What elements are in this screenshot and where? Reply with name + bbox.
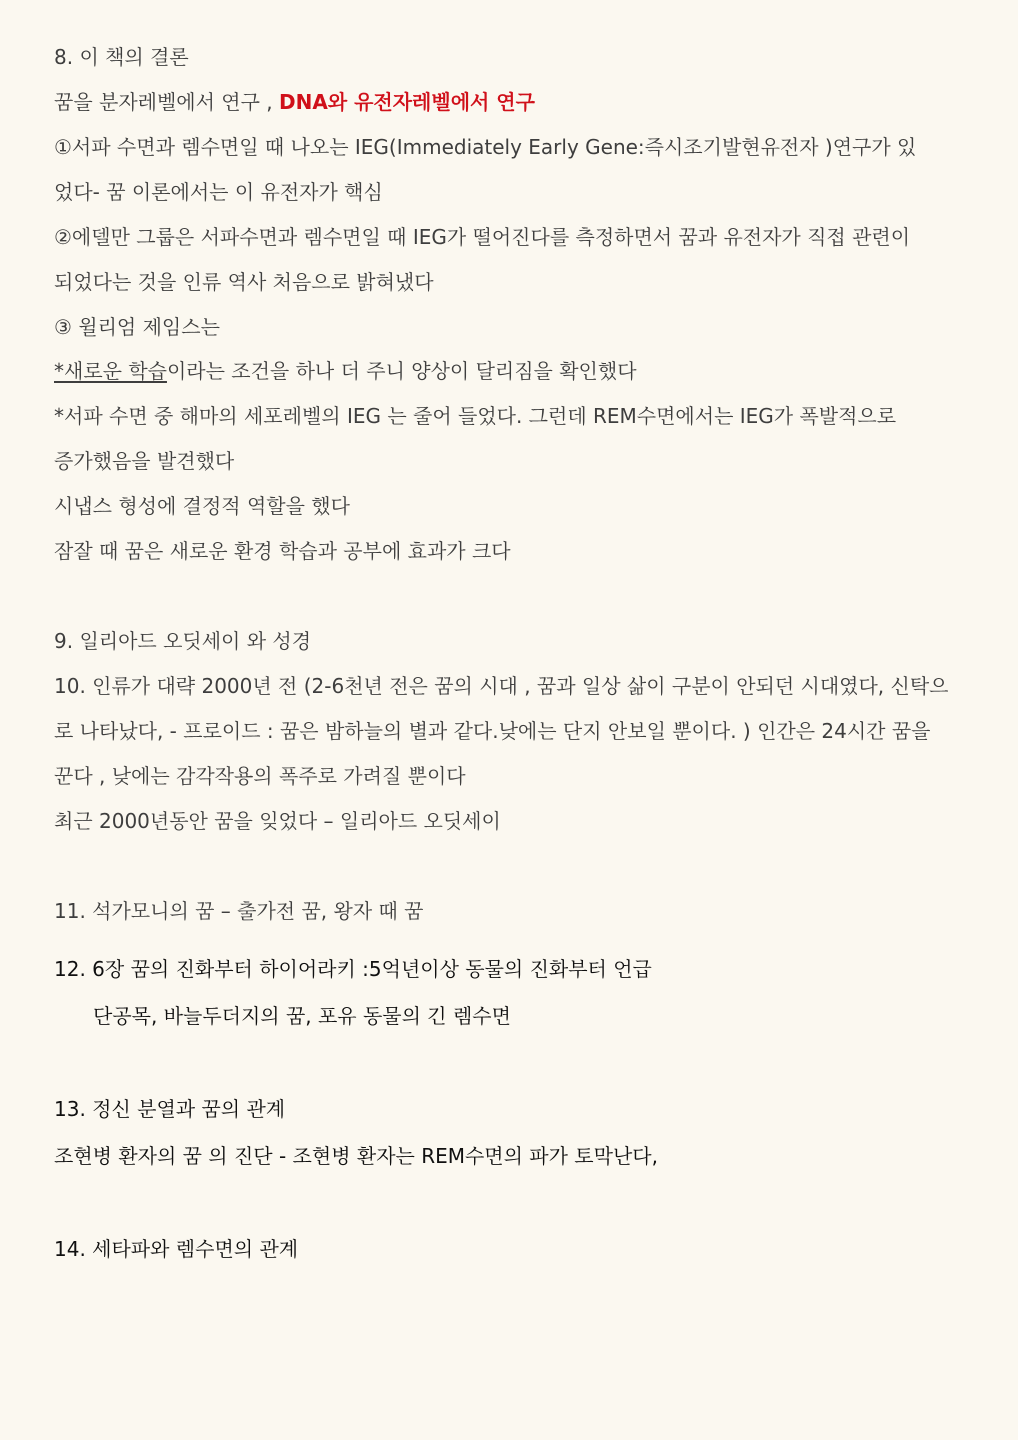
section-10-line-2: 로 나타났다, - 프로이드 : 꿈은 밤하늘의 별과 같다.낮에는 단지 안보일 뿐이다. ) 인간은 24시간 꿈을 [54, 719, 931, 743]
section-8-line-1-plain: 꿈을 분자레벨에서 연구 , [54, 90, 279, 114]
section-8-line-1 [54, 88, 535, 116]
section-10-line-3: 꾼다 , 낮에는 감각작용의 폭주로 가려질 뿐이다 [54, 764, 466, 788]
section-12-line-1: 12. 6장 꿈의 진화부터 하이어라키 :5억년이상 동물의 진화부터 언급 [54, 957, 652, 981]
section-8-line-1-highlight: DNA와 유전자레벨에서 연구 [279, 90, 535, 114]
section-8-heading: 8. 이 책의 결론 [54, 45, 189, 69]
section-8-line-5: 되었다는 것을 인류 역사 처음으로 밝혀냈다 [54, 270, 434, 294]
section-8-line-3: 었다- 꿈 이론에서는 이 유전자가 핵심 [54, 180, 383, 204]
section-9-heading: 9. 일리아드 오딧세이 와 성경 [54, 629, 312, 653]
section-8-line-7-rest: 이라는 조건을 하나 더 주니 양상이 달리짐을 확인했다 [166, 359, 637, 383]
section-11-heading: 11. 석가모니의 꿈 – 출가전 꿈, 왕자 때 꿈 [54, 899, 424, 923]
section-8-line-6: ③ 윌리엄 제임스는 [54, 315, 220, 339]
section-8-line-11: 잠잘 때 꿈은 새로운 환경 학습과 공부에 효과가 크다 [54, 539, 511, 563]
section-8-line-9: 증가했음을 발견했다 [54, 449, 235, 473]
section-8-line-7 [54, 357, 637, 385]
section-13-heading: 13. 정신 분열과 꿈의 관계 [54, 1097, 286, 1121]
section-8-line-8: *서파 수면 중 해마의 세포레벨의 IEG 는 줄어 들었다. 그런데 REM수면에서는 IEG가 폭발적으로 [54, 404, 897, 428]
section-8-line-7-underlined: *새로운 학습 [54, 359, 167, 383]
section-8-line-4: ②에델만 그룹은 서파수면과 렘수면일 때 IEG가 떨어진다를 측정하면서 꿈과 유전자가 직접 관련이 [54, 225, 911, 249]
section-8-line-10: 시냅스 형성에 결정적 역할을 했다 [54, 494, 350, 518]
section-12-line-2: 단공목, 바늘두더지의 꿈, 포유 동물의 긴 렘수면 [93, 1004, 511, 1028]
section-8-line-2: ①서파 수면과 렘수면일 때 나오는 IEG(Immediately Early Gene:즉시조기발현유전자 )연구가 있 [54, 135, 917, 159]
section-10-line-4: 최근 2000년동안 꿈을 잊었다 – 일리아드 오딧세이 [54, 809, 501, 833]
section-14-heading: 14. 세타파와 렘수면의 관계 [54, 1237, 299, 1261]
section-13-line-1: 조현병 환자의 꿈 의 진단 - 조현병 환자는 REM수면의 파가 토막난다, [54, 1144, 658, 1168]
section-10-line-1: 10. 인류가 대략 2000년 전 (2-6천년 전은 꿈의 시대 , 꿈과 일상 삶이 구분이 안되던 시대였다, 신탁으 [54, 674, 949, 698]
